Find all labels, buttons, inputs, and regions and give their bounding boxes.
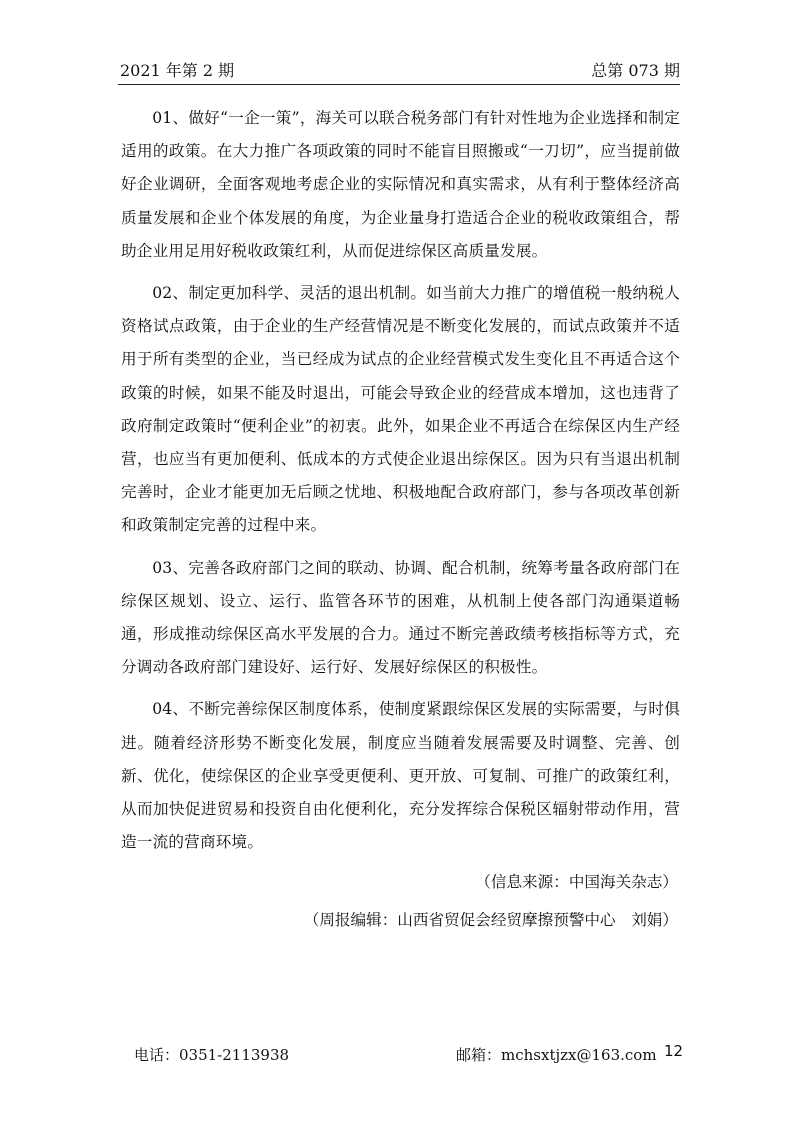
- footer-email: 邮箱：mchsxtjzx@163.com: [456, 1046, 657, 1064]
- page-header: [118, 56, 680, 84]
- paragraph-2: 02、制定更加科学、灵活的退出机制。如当前大力推广的增值税一般纳税人资格试点政策，由于企业的生产经营情况是不断变化发展的，而试点政策并不适用于所有类型的企业，当已经成为试点的企业经营模式发生变化且不再适合这个政策的时候，如果不能及时退出，可能会导致企业的经营成本增加，这也违背了政府制定政策时“便利企业”的初衷。此外，如果企业不再适合在综保区内生产经营，也应当有更加便利、低成本的方式使企业退出综保区。因为只有当退出机制完善时，企业才能更加无后顾之忧地、积极地配合政府部门，参与各项改革创新和政策制定完善的过程中来。: [121, 284, 680, 535]
- paragraph-4: 04、不断完善综保区制度体系，使制度紧跟综保区发展的实际需要，与时俱进。随着经济形势不断变化发展，制度应当随着发展需要及时调整、完善、创新、优化，使综保区的企业享受更便利、更开放、可复制、可推广的政策红利，从而加快促进贸易和投资自由化便利化，充分发挥综合保税区辐射带动作用，营造一流的营商环境。: [121, 700, 680, 852]
- total-issue-label: 总第 073 期: [591, 61, 680, 80]
- issue-label: 2021 年第 2 期: [120, 61, 235, 80]
- footer-phone: 电话：0351-2113938: [134, 1046, 290, 1064]
- paragraph-1: 01、做好“一企一策”，海关可以联合税务部门有针对性地为企业选择和制定适用的政策。在大力推广各项政策的同时不能盲目照搬或“一刀切”，应当提前做好企业调研，全面客观地考虑企业的实际情况和真实需求，从有利于整体经济高质量发展和企业个体发展的角度，为企业量身打造适合企业的税收政策组合，帮助企业用足用好税收政策红利，从而促进综保区高质量发展。: [121, 109, 680, 260]
- header-divider: [118, 84, 680, 85]
- source-note: （信息来源：中国海关杂志）: [475, 873, 678, 892]
- article-body: [121, 102, 680, 934]
- page-number: 12: [664, 1042, 684, 1060]
- editor-note: （周报编辑：山西省贸促会经贸摩擦预警中心 刘娟）: [303, 911, 678, 930]
- page-footer: [0, 1040, 800, 1070]
- paragraph-3: 03、完善各政府部门之间的联动、协调、配合机制，统筹考量各政府部门在综保区规划、设立、运行、监管各环节的困难，从机制上使各部门沟通渠道畅通，形成推动综保区高水平发展的合力。通过不断完善政绩考核指标等方式，充分调动各政府部门建设好、运行好、发展好综保区的积极性。: [121, 558, 680, 677]
